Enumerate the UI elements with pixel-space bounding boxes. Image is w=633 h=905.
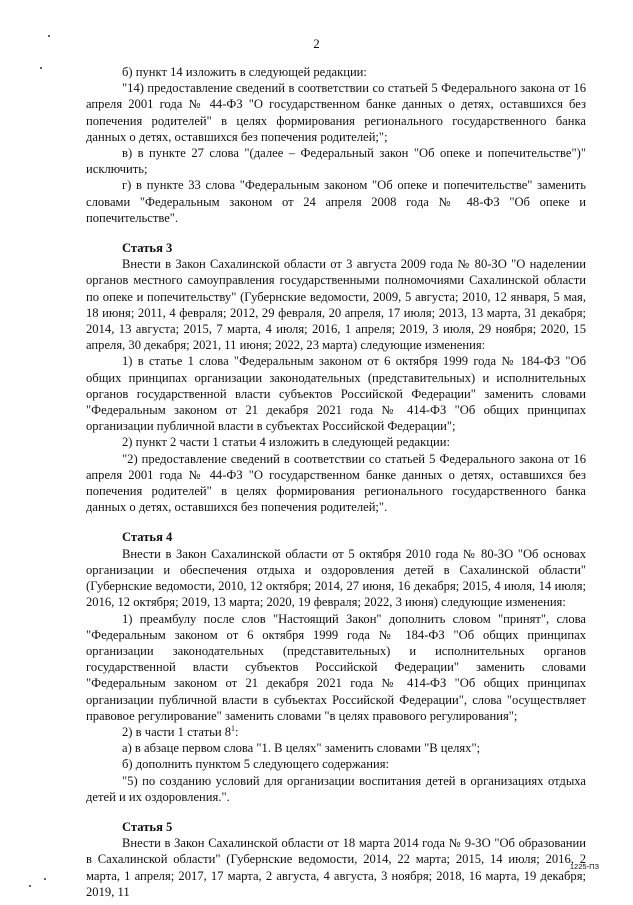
paragraph: 1) преамбулу после слов "Настоящий Закон" дополнить словом "принят", слова "Федеральным законом от 6 октября 1999 года № 184-ФЗ "Об общих принципах организации законодательных (представительных) и исполнительных органов государственной власти субъектов Российской Федерации" заменить словами "Федеральным законом от 21 декабря 2021 года № 414-ФЗ "Об общих принципах организации публичной власти в субъектах Российской Федерации", слова "осуществляет правовое регулирование" заменить словами "в целях правового регулирования"; (86, 611, 586, 723)
scan-speck (40, 67, 42, 69)
paragraph: "14) предоставление сведений в соответствии со статьей 5 Федерального закона от 16 апреля 2001 года № 44-ФЗ "О государственном банке данных о детях, оставшихся без попечения родителей" в целях формирования регионального государственного банка данных о детях, оставшихся без попечения родителей;"; (86, 81, 586, 144)
paragraph: б) дополнить пунктом 5 следующего содержания: (122, 757, 390, 772)
article-heading: Статья 4 (122, 530, 173, 545)
section-gap (86, 515, 586, 529)
article-heading: Статья 5 (122, 819, 173, 834)
section-gap (86, 226, 586, 240)
page-number: 2 (313, 36, 320, 51)
paragraph-text: 2) в части 1 статьи 8 (122, 724, 232, 739)
superscript: 1 (231, 723, 236, 733)
scan-speck (48, 35, 50, 37)
article-heading: Статья 3 (122, 241, 173, 256)
paragraph: "2) предоставление сведений в соответствии со статьей 5 Федерального закона от 16 апреля 2001 года № 44-ФЗ "О государственном банке данных о детях, оставшихся без попечения родителей" в целях формирования регионального государственного банка данных о детях, оставшихся без попечения родителей;". (86, 451, 586, 515)
section-gap (86, 805, 586, 819)
paragraph: Внести в Закон Сахалинской области от 5 октября 2010 года № 80-ЗО "Об основах организации и обеспечения отдыха и оздоровления детей в Сахалинской области" (Губернские ведомости, 2010, 12 октября; 2014, 27 июня, 16 декабря; 2015, 4 июля, 14 июля; 2016, 12 октября; 2019, 13 марта; 2020, 19 февраля; 2022, 3 июня) следующие изменения: (86, 546, 586, 610)
paragraph: 2) пункт 2 части 1 статьи 4 изложить в следующей редакции: (122, 435, 450, 450)
paragraph: г) в пункте 33 слова "Федеральным законом "Об опеке и попечительстве" заменить словами "Федеральным законом от 24 апреля 2008 года № 48-ФЗ "Об опеке и попечительстве". (86, 178, 586, 225)
paragraph: Внести в Закон Сахалинской области от 3 августа 2009 года № 80-ЗО "О наделении органов местного самоуправления государственными полномочиями Сахалинской области по опеке и попечительству" (Губернские ведомости, 2009, 5 августа; 2010, 12 января, 5 мая, 18 июня; 2011, 4 февраля; 2012, 29 февраля, 20 апреля, 17 июля; 2013, 13 марта, 31 декабря; 2014, 13 августа; 2015, 7 марта, 4 июля; 2016, 1 апреля; 2019, 3 июля, 29 ноября; 2020, 15 апреля, 30 декабря; 2021, 11 июня; 2022, 23 марта) следующие изменения: (86, 257, 586, 353)
paragraph: "5) по созданию условий для организации воспитания детей в организациях отдыха детей и их оздоровления.". (86, 773, 586, 804)
paragraph: Внести в Закон Сахалинской области от 18 марта 2014 года № 9-ЗО "Об образовании в Сахалинской области" (Губернские ведомости, 2014, 22 марта; 2015, 14 июля; 2016, 2 марта, 1 апреля; 2017, 17 марта, 2 августа, 4 августа, 3 ноября; 2018, 16 марта, 19 декабря; 2019, 11 (86, 836, 586, 899)
document-body (86, 64, 586, 900)
paragraph: 1) в статье 1 слова "Федеральным законом от 6 октября 1999 года № 184-ФЗ "Об общих принципах организации законодательных (представительных) и исполнительных органов государственной власти субъектов Российской Федерации" заменить словами "Федеральным законом от 21 декабря 2021 года № 414-ФЗ "Об общих принципах организации публичной власти в субъектах Российской Федерации"; (86, 354, 586, 434)
paragraph (86, 724, 586, 740)
scan-speck (29, 885, 31, 887)
paragraph: в) в пункте 27 слова "(далее – Федеральный закон "Об опеке и попечительстве")" исключить; (86, 146, 586, 177)
document-code: 1225-ПЗ (569, 862, 599, 871)
scan-speck (44, 878, 46, 880)
paragraph-text-end: : (235, 724, 239, 739)
paragraph: а) в абзаце первом слова "1. В целях" заменить словами "В целях"; (122, 741, 481, 756)
paragraph: б) пункт 14 изложить в следующей редакции: (122, 65, 367, 79)
